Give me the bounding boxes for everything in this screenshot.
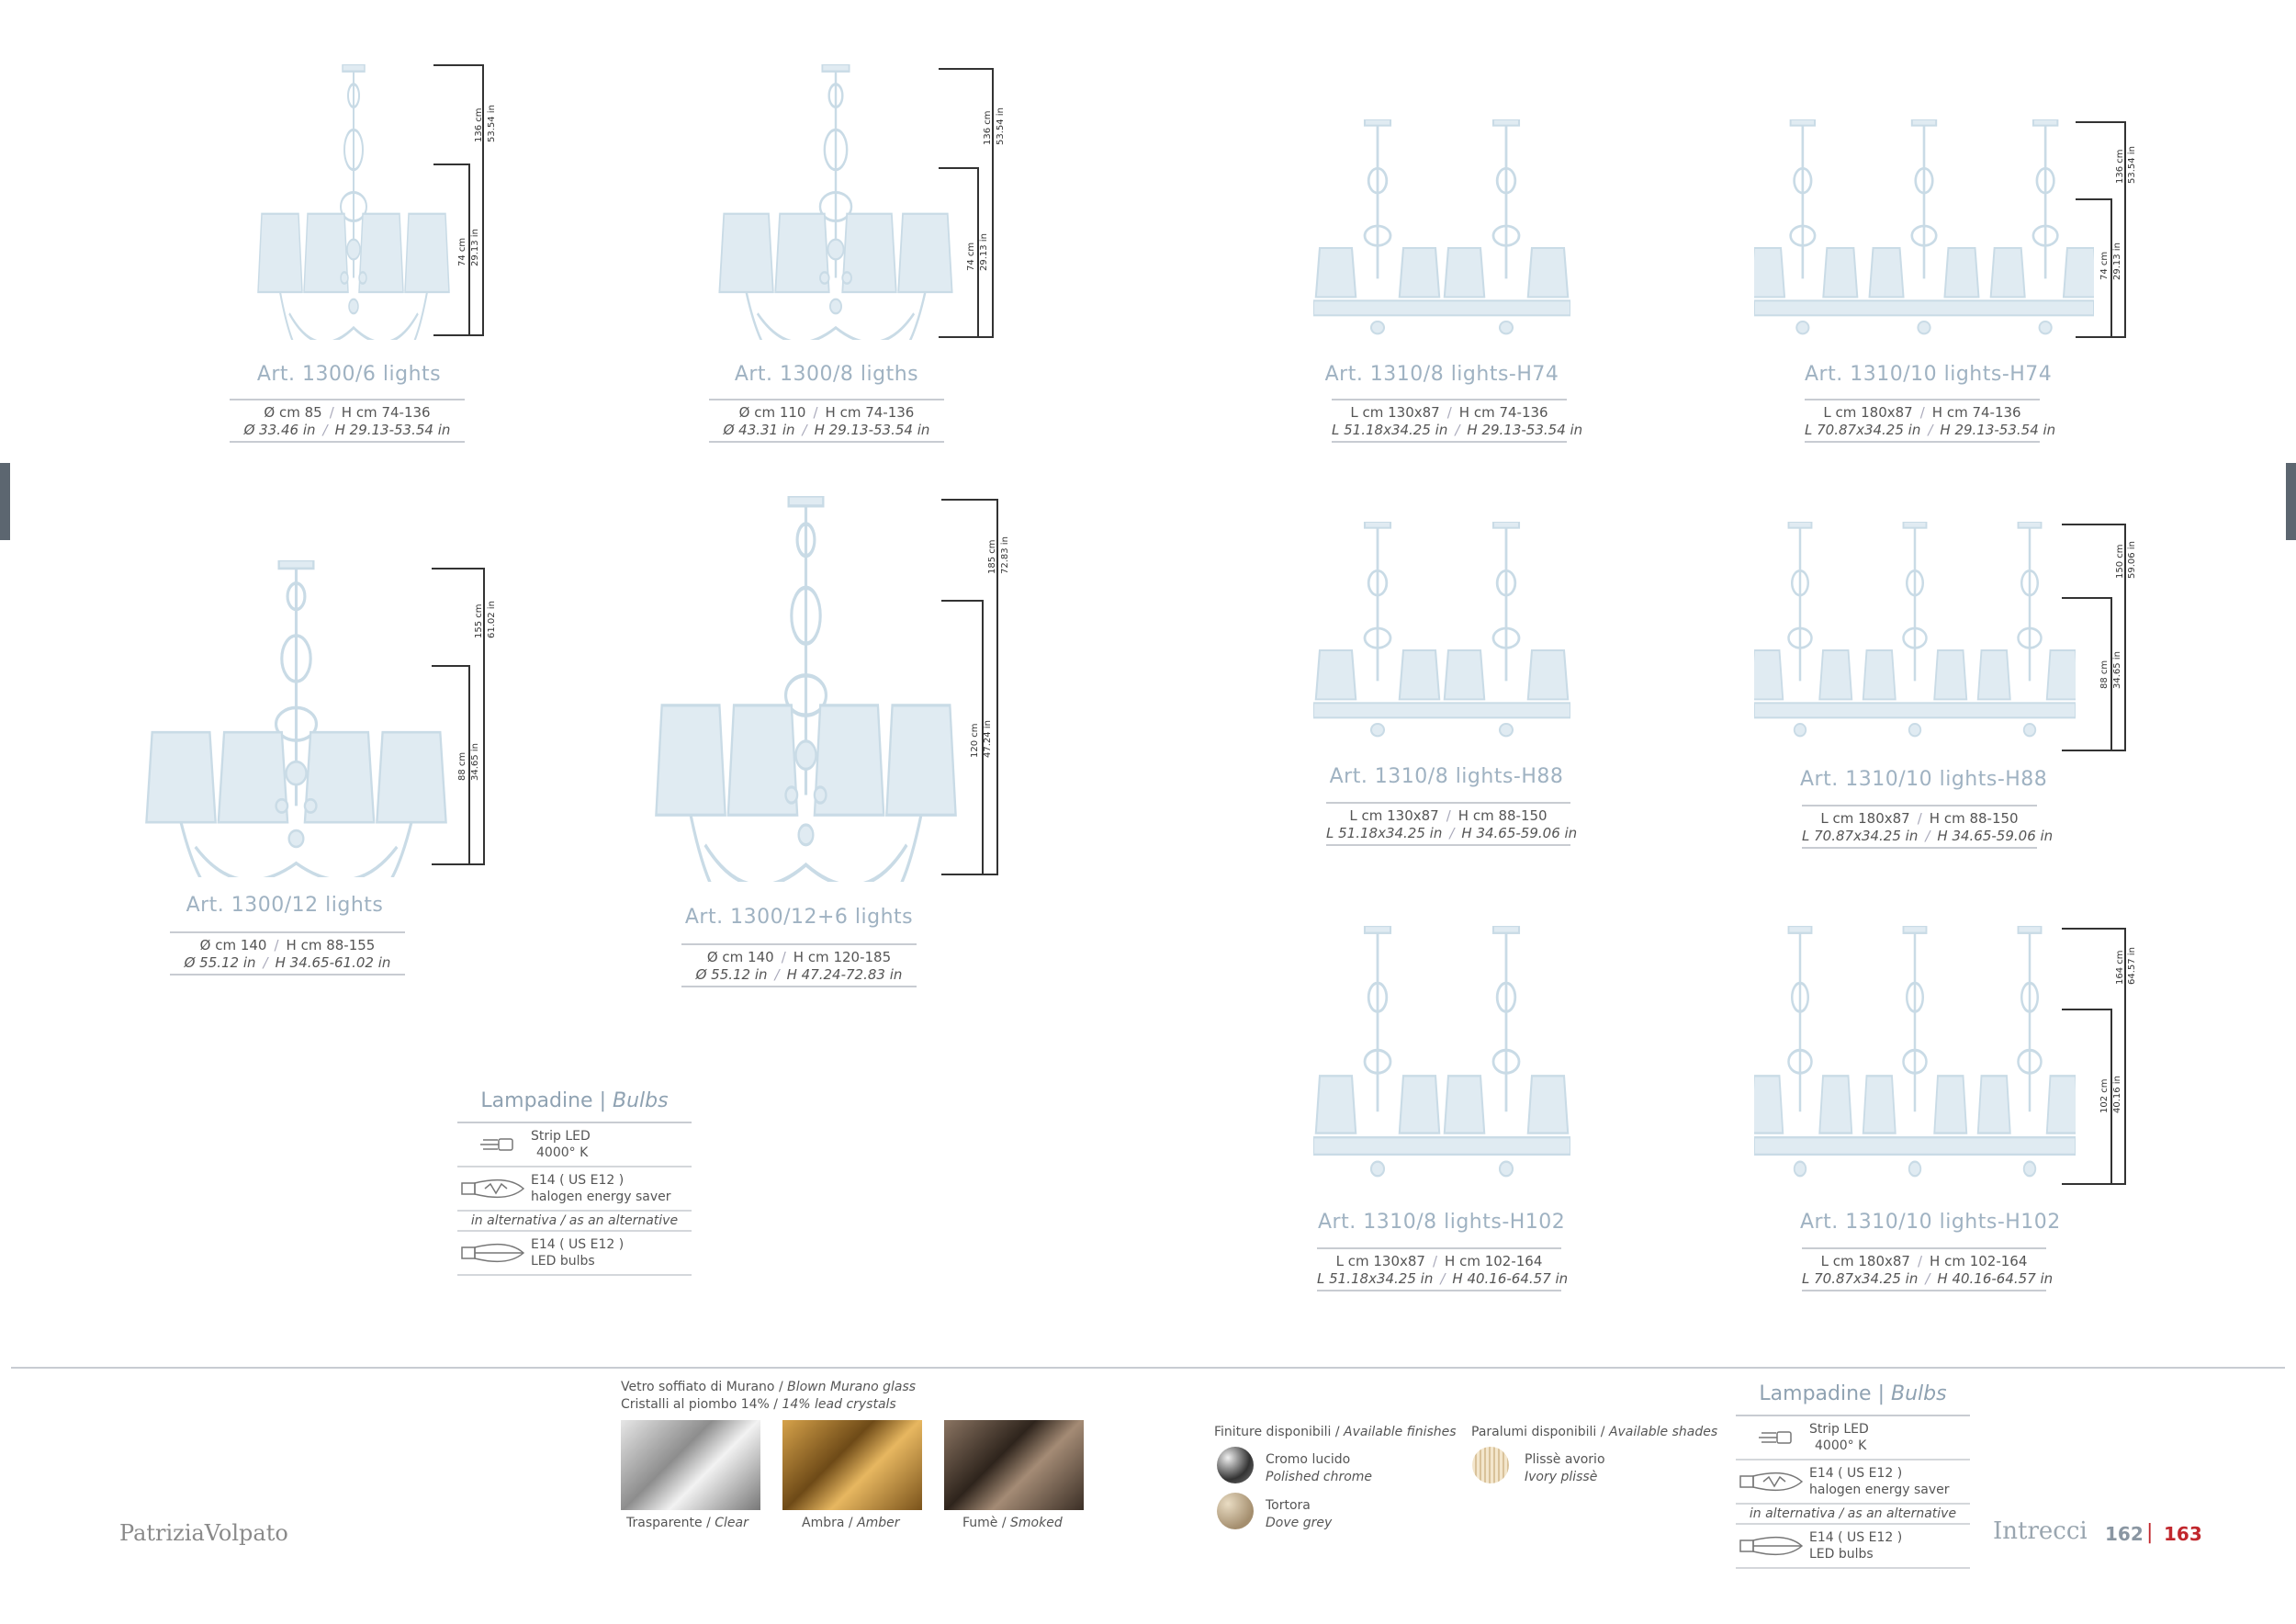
dim-bottom-in: 34.65 in	[470, 743, 480, 781]
chandelier-1310-10-h102-drawing	[1754, 926, 2076, 1183]
halogen-bulb-icon	[1736, 1466, 1809, 1497]
dim-line	[433, 64, 484, 66]
dim-top-cm: 155 cm	[474, 603, 484, 638]
product-title: Art. 1300/6 lights	[256, 363, 442, 386]
dim-bottom-in: 29.13 in	[470, 229, 480, 266]
chandelier-1300-8-drawing	[707, 64, 964, 340]
product-title: Art. 1310/8 lights-H88	[1329, 765, 1564, 788]
dim-line	[2062, 1183, 2126, 1185]
diameter-cm: Ø cm 85	[264, 404, 322, 421]
bulb-halogen: E14 ( US E12 ) halogen energy saver	[1736, 1460, 1970, 1505]
dim-bottom-in: 40.16 in	[2112, 1076, 2122, 1113]
length-in: L 51.18x34.25 in	[1332, 422, 1448, 438]
diameter-in: Ø 43.31 in	[723, 422, 795, 438]
dim-line	[939, 68, 994, 70]
height-cm: H cm 74-136	[341, 404, 431, 421]
footer-divider	[11, 1367, 2285, 1369]
dim-line	[432, 665, 470, 667]
length-in: L 70.87x34.25 in	[1802, 828, 1919, 844]
dim-top-in: 72.83 in	[1000, 536, 1010, 574]
height-in: H 34.65-59.06 in	[1461, 825, 1578, 841]
height-in: H 29.13-53.54 in	[1940, 422, 2056, 438]
dim-bottom-in: 29.13 in	[2112, 242, 2122, 280]
diameter-in: Ø 33.46 in	[243, 422, 316, 438]
dim-bottom-cm: 74 cm	[457, 237, 467, 266]
brand-logo: PatriziaVolpato	[119, 1520, 288, 1546]
height-cm: H cm 88-155	[286, 937, 376, 953]
length-in: L 51.18x34.25 in	[1326, 825, 1443, 841]
product-title: Art. 1310/10 lights-H74	[1805, 363, 2053, 386]
swatch-amber-caption: Ambra / Amber	[802, 1516, 900, 1530]
dim-line	[2076, 121, 2126, 123]
dim-bottom-cm: 102 cm	[2099, 1078, 2110, 1113]
glass-info-line2: Cristalli al piombo 14% / 14% lead crystals	[621, 1397, 896, 1412]
height-in: H 34.65-59.06 in	[1937, 828, 2054, 844]
finish-dove-grey-label: Tortora Dove grey	[1266, 1498, 1333, 1530]
dim-line	[939, 336, 994, 338]
dim-line	[2076, 198, 2112, 200]
chandelier-1310-8-h88-drawing	[1313, 522, 1570, 742]
bulbs-panel	[457, 1089, 692, 1276]
product-dimensions: Ø cm 110 / H cm 74-136 Ø 43.31 in / H 29.13-53.54 in	[709, 399, 944, 443]
dim-line	[2062, 750, 2126, 751]
diameter-cm: Ø cm 140	[199, 937, 267, 953]
diameter-in: Ø 55.12 in	[695, 966, 768, 983]
product-title: Art. 1300/12+6 lights	[684, 906, 914, 929]
height-in: H 40.16-64.57 in	[1452, 1270, 1569, 1287]
chandelier-1300-12-6-drawing	[647, 496, 964, 882]
dim-line	[992, 68, 994, 338]
dove-grey-finish-swatch	[1217, 1493, 1254, 1529]
length-in: L 70.87x34.25 in	[1805, 422, 1921, 438]
dim-top-cm: 136 cm	[2115, 149, 2125, 184]
product-title: Art. 1300/12 lights	[186, 894, 384, 917]
page-separator: |	[2146, 1521, 2154, 1544]
dim-top-in: 53.54 in	[487, 105, 497, 142]
bulb-halogen: E14 ( US E12 ) halogen energy saver	[457, 1167, 692, 1212]
height-in: H 47.24-72.83 in	[786, 966, 903, 983]
dim-bottom-cm: 74 cm	[2099, 251, 2110, 280]
dim-top-cm: 136 cm	[474, 107, 484, 142]
dim-line	[941, 874, 998, 875]
height-cm: H cm 88-150	[1929, 810, 2019, 827]
ivory-pleated-shade-swatch	[1472, 1447, 1509, 1483]
product-dimensions: L cm 180x87 / H cm 88-150 L 70.87x34.25 in / H 34.65-59.06 in	[1802, 805, 2037, 849]
bulb-led: E14 ( US E12 ) LED bulbs	[1736, 1525, 1970, 1569]
dim-top-in: 61.02 in	[487, 601, 497, 638]
glass-info-line1: Vetro soffiato di Murano / Blown Murano glass	[621, 1380, 917, 1394]
length-cm: L cm 130x87	[1335, 1253, 1425, 1269]
product-dimensions: L cm 130x87 / H cm 74-136 L 51.18x34.25 in / H 29.13-53.54 in	[1332, 399, 1567, 443]
bulb-led: E14 ( US E12 ) LED bulbs	[457, 1232, 692, 1276]
bulb-alternative-note: in alternativa / as an alternative	[1736, 1505, 1970, 1525]
swatch-amber	[782, 1420, 922, 1510]
dim-bottom-cm: 88 cm	[457, 751, 467, 781]
product-title: Art. 1310/10 lights-H88	[1800, 768, 2048, 791]
page-number-right: 163	[2164, 1523, 2202, 1545]
product-title: Art. 1310/10 lights-H102	[1800, 1211, 2061, 1234]
chandelier-1310-8-h102-drawing	[1313, 926, 1570, 1183]
dim-line	[432, 568, 485, 570]
chandelier-1310-10-h74-drawing	[1754, 119, 2094, 340]
chandelier-1300-12-drawing	[138, 560, 455, 877]
product-dimensions: L cm 180x87 / H cm 102-164 L 70.87x34.25 in / H 40.16-64.57 in	[1802, 1247, 2046, 1291]
chandelier-1310-8-h74-drawing	[1313, 119, 1570, 340]
bulb-alternative-note: in alternativa / as an alternative	[457, 1212, 692, 1232]
length-cm: L cm 130x87	[1349, 807, 1439, 824]
height-cm: H cm 102-164	[1445, 1253, 1543, 1269]
dim-line	[432, 863, 485, 865]
dim-line	[2062, 524, 2126, 525]
strip-led-icon	[457, 1131, 531, 1158]
height-in: H 29.13-53.54 in	[1467, 422, 1583, 438]
strip-led-icon	[1736, 1424, 1809, 1451]
dim-line	[482, 64, 484, 336]
dim-bottom-in: 34.65 in	[2112, 651, 2122, 689]
product-title: Art. 1310/8 lights-H74	[1324, 363, 1559, 386]
product-dimensions: Ø cm 140 / H cm 88-155 Ø 55.12 in / H 34.65-61.02 in	[170, 931, 405, 976]
height-cm: H cm 74-136	[825, 404, 915, 421]
diameter-cm: Ø cm 140	[706, 949, 774, 965]
swatch-smoked-caption: Fumè / Smoked	[962, 1516, 1063, 1530]
height-cm: H cm 102-164	[1930, 1253, 2028, 1269]
dim-bottom-cm: 120 cm	[970, 723, 980, 758]
product-dimensions: L cm 180x87 / H cm 74-136 L 70.87x34.25 in / H 29.13-53.54 in	[1805, 399, 2040, 443]
bulb-strip-led: Strip LED 4000° K	[457, 1123, 692, 1167]
shades-heading: Paralumi disponibili / Available shades	[1471, 1425, 1718, 1439]
dim-top-cm: 185 cm	[987, 539, 997, 574]
dim-top-cm: 136 cm	[983, 110, 993, 145]
product-dimensions: Ø cm 85 / H cm 74-136 Ø 33.46 in / H 29.13-53.54 in	[230, 399, 465, 443]
product-dimensions: Ø cm 140 / H cm 120-185 Ø 55.12 in / H 47.24-72.83 in	[681, 943, 917, 987]
dim-top-cm: 150 cm	[2115, 544, 2125, 579]
height-cm: H cm 88-150	[1458, 807, 1548, 824]
height-in: H 40.16-64.57 in	[1937, 1270, 2054, 1287]
dim-bottom-in: 47.24 in	[983, 720, 993, 758]
page-number-left: 162	[2105, 1523, 2144, 1545]
right-page-tab	[2286, 463, 2296, 540]
collection-name: Intrecci	[1993, 1517, 2088, 1545]
swatch-clear	[621, 1420, 760, 1510]
dim-line	[2062, 928, 2126, 930]
finish-chrome-label: Cromo lucido Polished chrome	[1266, 1452, 1373, 1484]
chrome-finish-swatch	[1217, 1447, 1254, 1483]
height-in: H 34.65-61.02 in	[275, 954, 391, 971]
product-dimensions: L cm 130x87 / H cm 102-164 L 51.18x34.25 in / H 40.16-64.57 in	[1317, 1247, 1561, 1291]
length-in: L 51.18x34.25 in	[1317, 1270, 1434, 1287]
height-cm: H cm 74-136	[1931, 404, 2021, 421]
dim-line	[2062, 1009, 2112, 1010]
dim-bottom-cm: 74 cm	[966, 242, 976, 271]
height-in: H 29.13-53.54 in	[334, 422, 451, 438]
bulbs-panel-footer	[1736, 1382, 1970, 1569]
dim-line	[433, 334, 484, 336]
dim-top-in: 64.57 in	[2127, 947, 2137, 985]
length-cm: L cm 130x87	[1350, 404, 1440, 421]
height-in: H 29.13-53.54 in	[814, 422, 930, 438]
swatch-clear-caption: Trasparente / Clear	[626, 1516, 748, 1530]
dim-line	[939, 167, 979, 169]
bulb-strip-led: Strip LED 4000° K	[1736, 1416, 1970, 1460]
chandelier-1310-10-h88-drawing	[1754, 522, 2076, 742]
bulbs-heading: Lampadine | Bulbs	[1736, 1382, 1970, 1416]
bulbs-heading: Lampadine | Bulbs	[457, 1089, 692, 1123]
left-page-tab	[0, 463, 10, 540]
height-cm: H cm 74-136	[1458, 404, 1548, 421]
dim-line	[941, 600, 984, 602]
height-cm: H cm 120-185	[793, 949, 892, 965]
diameter-cm: Ø cm 110	[738, 404, 806, 421]
halogen-bulb-icon	[457, 1173, 531, 1204]
length-in: L 70.87x34.25 in	[1802, 1270, 1919, 1287]
length-cm: L cm 180x87	[1820, 810, 1910, 827]
length-cm: L cm 180x87	[1820, 1253, 1910, 1269]
product-dimensions: L cm 130x87 / H cm 88-150 L 51.18x34.25 in / H 34.65-59.06 in	[1326, 802, 1570, 846]
dim-line	[941, 499, 998, 501]
led-bulb-icon	[1736, 1530, 1809, 1562]
dim-top-cm: 164 cm	[2115, 950, 2125, 985]
shade-ivory-label: Plissè avorio Ivory plissè	[1525, 1452, 1605, 1484]
diameter-in: Ø 55.12 in	[184, 954, 256, 971]
chandelier-1300-6-drawing	[253, 64, 455, 340]
dim-top-in: 53.54 in	[2127, 146, 2137, 184]
finishes-heading: Finiture disponibili / Available finishes	[1214, 1425, 1457, 1439]
led-bulb-icon	[457, 1237, 531, 1269]
dim-line	[2076, 336, 2126, 338]
dim-top-in: 59.06 in	[2127, 541, 2137, 579]
dim-top-in: 53.54 in	[996, 107, 1006, 145]
dim-line	[433, 164, 470, 165]
product-title: Art. 1310/8 lights-H102	[1318, 1211, 1566, 1234]
swatch-smoked	[944, 1420, 1084, 1510]
dim-line	[2062, 597, 2112, 599]
dim-bottom-in: 29.13 in	[979, 233, 989, 271]
dim-bottom-cm: 88 cm	[2099, 660, 2110, 689]
product-title: Art. 1300/8 ligths	[734, 363, 919, 386]
length-cm: L cm 180x87	[1823, 404, 1913, 421]
